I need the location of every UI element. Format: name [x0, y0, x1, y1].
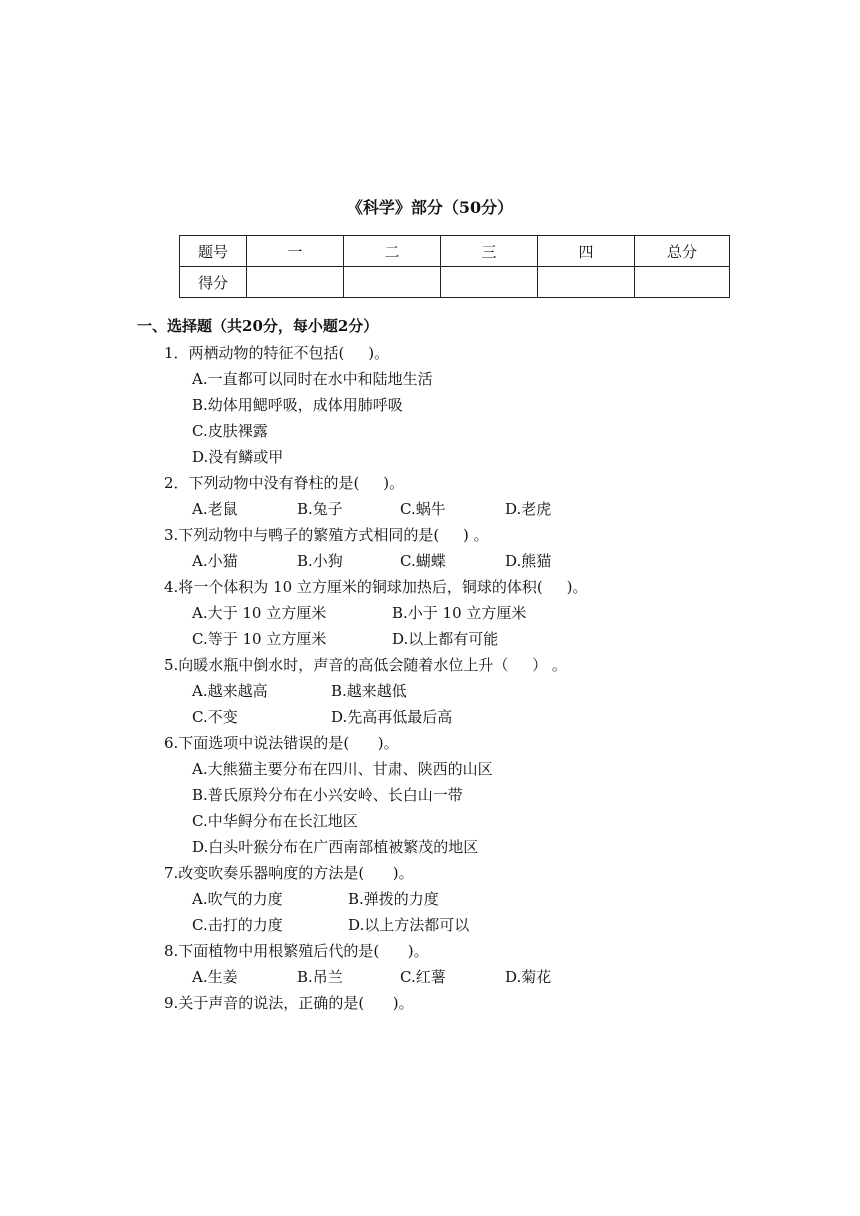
question-7-option-b: B.弹拨的力度 — [348, 890, 439, 908]
header-cell-4: 四 — [538, 236, 635, 267]
question-5-option-d: D.先高再低最后高 — [331, 708, 453, 726]
question-3-option-a: A.小猫 — [192, 552, 238, 570]
header-cell-2: 二 — [344, 236, 441, 267]
header-cell-question-no: 题号 — [180, 236, 247, 267]
question-5-option-b: B.越来越低 — [331, 682, 407, 700]
question-7-stem: 7.改变吹奏乐器响度的方法是( )。 — [164, 864, 414, 882]
question-8-option-d: D.菊花 — [505, 968, 552, 986]
question-8-option-a: A.生姜 — [192, 968, 238, 986]
header-cell-total: 总分 — [635, 236, 730, 267]
question-3-option-b: B.小狗 — [297, 552, 343, 570]
header-cell-1: 一 — [247, 236, 344, 267]
question-2-stem: 2．下列动物中没有脊柱的是( )。 — [164, 474, 405, 492]
question-4-stem: 4.将一个体积为 10 立方厘米的铜球加热后，铜球的体积( )。 — [164, 578, 588, 596]
score-cell-1[interactable] — [247, 267, 344, 298]
question-2-option-b: B.兔子 — [297, 500, 343, 518]
question-3-stem: 3.下列动物中与鸭子的繁殖方式相同的是( ) 。 — [164, 526, 489, 544]
score-cell-4[interactable] — [538, 267, 635, 298]
question-3-option-c: C.蝴蝶 — [400, 552, 446, 570]
question-8-option-c: C.红薯 — [400, 968, 446, 986]
question-8-stem: 8.下面植物中用根繁殖后代的是( )。 — [164, 942, 429, 960]
question-1-option-a: A.一直都可以同时在水中和陆地生活 — [192, 370, 433, 388]
question-1-option-c: C.皮肤裸露 — [192, 422, 268, 440]
section-heading: 一、选择题（共20分，每小题2分） — [137, 317, 379, 335]
question-1-option-d: D.没有鳞或甲 — [192, 448, 284, 466]
question-5-option-c: C.不变 — [192, 708, 238, 726]
score-table-header-row — [180, 236, 730, 267]
question-4-option-a: A.大于 10 立方厘米 — [192, 604, 327, 622]
question-6-stem: 6.下面选项中说法错误的是( )。 — [164, 734, 399, 752]
question-1-stem: 1．两栖动物的特征不包括( )。 — [164, 344, 390, 362]
question-2-option-a: A.老鼠 — [192, 500, 238, 518]
question-7-option-a: A.吹气的力度 — [192, 890, 283, 908]
question-6-option-b: B.普氏原羚分布在小兴安岭、长白山一带 — [192, 786, 463, 804]
question-6-option-d: D.白头叶猴分布在广西南部植被繁茂的地区 — [192, 838, 479, 856]
question-4-option-d: D.以上都有可能 — [392, 630, 499, 648]
score-cell-total[interactable] — [635, 267, 730, 298]
question-9-stem: 9.关于声音的说法，正确的是( )。 — [164, 994, 414, 1012]
question-6-option-a: A.大熊猫主要分布在四川、甘肃、陕西的山区 — [192, 760, 493, 778]
page-title: 《科学》部分（50分） — [346, 198, 514, 217]
question-7-option-d: D.以上方法都可以 — [348, 916, 470, 934]
question-7-option-c: C.击打的力度 — [192, 916, 283, 934]
score-cell-3[interactable] — [441, 267, 538, 298]
score-row-label: 得分 — [180, 267, 247, 298]
question-3-option-d: D.熊猫 — [505, 552, 552, 570]
question-1-option-b: B.幼体用鳃呼吸，成体用肺呼吸 — [192, 396, 403, 414]
question-8-option-b: B.吊兰 — [297, 968, 343, 986]
score-cell-2[interactable] — [344, 267, 441, 298]
question-5-option-a: A.越来越高 — [192, 682, 268, 700]
question-2-option-d: D.老虎 — [505, 500, 552, 518]
question-2-option-c: C.蜗牛 — [400, 500, 446, 518]
header-cell-3: 三 — [441, 236, 538, 267]
question-6-option-c: C.中华鲟分布在长江地区 — [192, 812, 358, 830]
question-4-option-c: C.等于 10 立方厘米 — [192, 630, 327, 648]
question-5-stem: 5.向暖水瓶中倒水时，声音的高低会随着水位上升（ ） 。 — [164, 656, 567, 674]
score-table — [179, 235, 730, 298]
score-table-score-row — [180, 267, 730, 298]
question-4-option-b: B.小于 10 立方厘米 — [392, 604, 527, 622]
